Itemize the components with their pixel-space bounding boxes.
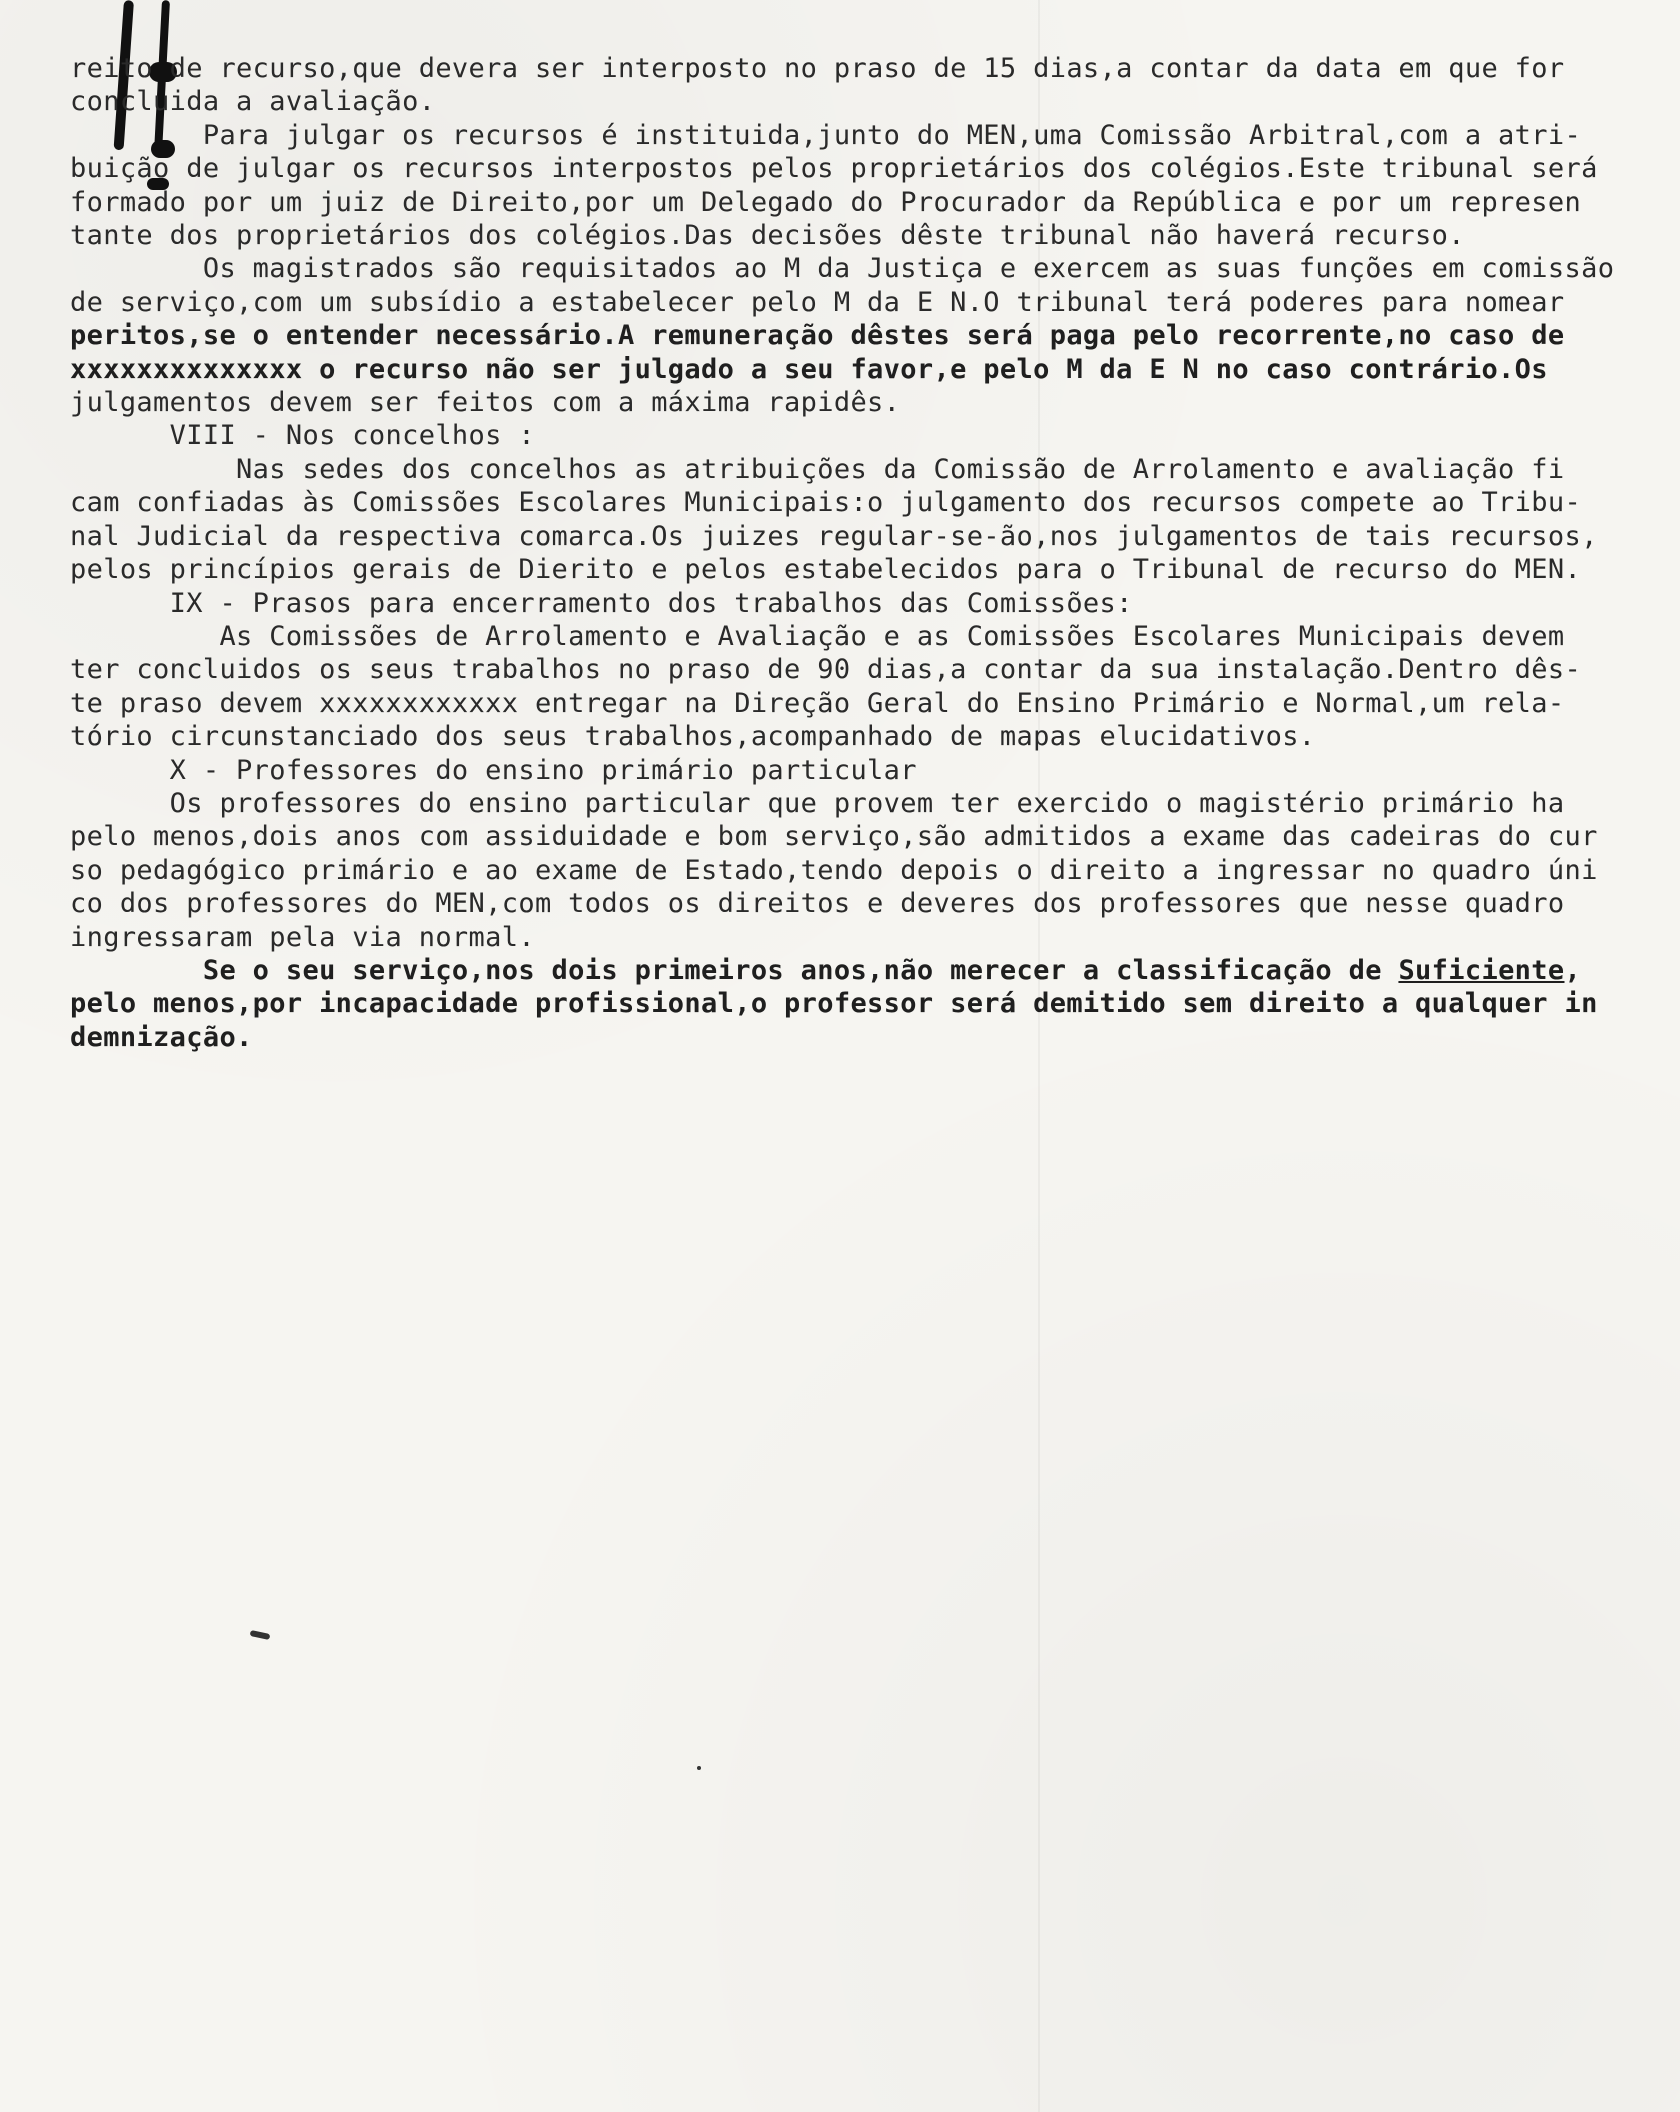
text-line: julgamentos devem ser feitos com a máxima rapidês. — [70, 387, 901, 419]
text-line: Nas sedes dos concelhos as atribuições da Comissão de Arrolamento e avaliação fi — [70, 453, 1565, 485]
text-line: co dos professores do MEN,com todos os direitos e deveres dos professores que nesse quadro — [70, 888, 1565, 920]
text-line: tório circunstanciado dos seus trabalhos,acompanhado de mapas elucidativos. — [70, 721, 1316, 753]
underlined-word: Suficiente — [1398, 954, 1565, 986]
text-line: pelos princípios gerais de Dierito e pelos estabelecidos para o Tribunal de recurso do MEN. — [70, 554, 1582, 586]
text-line: nal Judicial da respectiva comarca.Os juizes regular-se-ão,nos julgamentos de tais recursos, — [70, 520, 1598, 552]
text-line: concluida a avaliação. — [70, 86, 436, 118]
text-line: peritos,se o entender necessário.A remuneração dêstes será paga pelo recorrente,no caso de — [70, 320, 1565, 352]
text-fragment: Se o seu serviço,nos dois primeiros anos,não merecer a classificação de — [70, 954, 1399, 986]
text-line: Para julgar os recursos é instituida,junto do MEN,uma Comissão Arbitral,com a atri- — [70, 119, 1582, 151]
text-line: demnização. — [70, 1021, 253, 1053]
section-heading: X - Professores do ensino primário particular — [70, 754, 917, 786]
text-line: pelo menos,dois anos com assiduidade e bom serviço,são admitidos a exame das cadeiras do cur — [70, 821, 1598, 853]
text-line: xxxxxxxxxxxxxx o recurso não ser julgado a seu favor,e pelo M da E N no caso contrário.Os — [70, 353, 1548, 385]
text-fragment: , — [1564, 954, 1582, 986]
text-line: tante dos proprietários dos colégios.Das decisões dêste tribunal não haverá recurso. — [70, 220, 1465, 252]
paper-dot-mark — [697, 1766, 701, 1770]
text-line — [70, 954, 1630, 987]
text-line: ingressaram pela via normal. — [70, 921, 535, 953]
text-line: Os professores do ensino particular que provem ter exercido o magistério primário ha — [70, 787, 1565, 819]
section-heading: VIII - Nos concelhos : — [70, 420, 535, 452]
text-line: formado por um juiz de Direito,por um Delegado do Procurador da República e por um represen — [70, 186, 1582, 218]
text-line: so pedagógico primário e ao exame de Estado,tendo depois o direito a ingressar no quadro úni — [70, 854, 1598, 886]
section-heading: IX - Prasos para encerramento dos trabalhos das Comissões: — [70, 587, 1133, 619]
typewritten-body — [70, 52, 1630, 1054]
text-line: Os magistrados são requisitados ao M da Justiça e exercem as suas funções em comissão — [70, 253, 1615, 285]
text-line: reito de recurso,que devera ser interposto no praso de 15 dias,a contar da data em que for — [70, 53, 1565, 84]
text-line: buição de julgar os recursos interpostos pelos proprietários dos colégios.Este tribunal será — [70, 153, 1598, 185]
ink-smudge-mark — [250, 1630, 271, 1640]
text-line: de serviço,com um subsídio a estabelecer pelo M da E N.O tribunal terá poderes para nomear — [70, 286, 1565, 318]
text-line: cam confiadas às Comissões Escolares Municipais:o julgamento dos recursos compete ao Tribu- — [70, 487, 1582, 519]
text-line: ter concluidos os seus trabalhos no praso de 90 dias,a contar da sua instalação.Dentro dês- — [70, 654, 1582, 686]
text-line: As Comissões de Arrolamento e Avaliação e as Comissões Escolares Municipais devem — [70, 620, 1565, 652]
text-line: te praso devem xxxxxxxxxxxx entregar na Direção Geral do Ensino Primário e Normal,um rela- — [70, 687, 1565, 719]
text-line: pelo menos,por incapacidade profissional,o professor será demitido sem direito a qualquer in — [70, 988, 1598, 1020]
